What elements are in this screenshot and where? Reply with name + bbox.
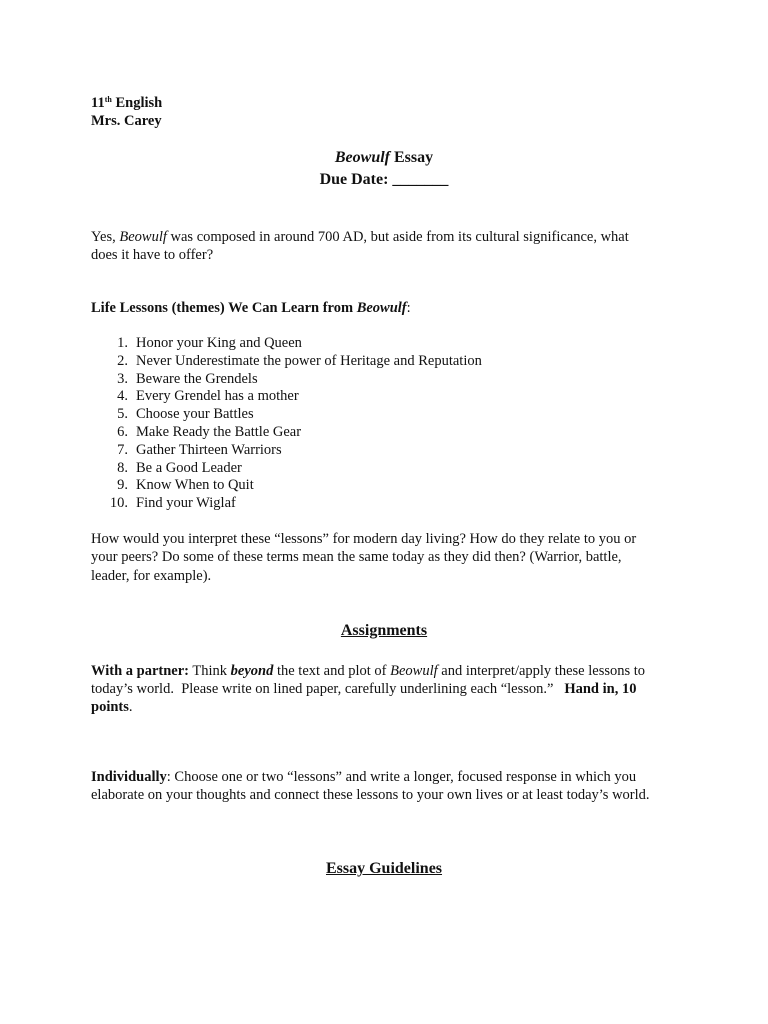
essay-guidelines-heading: Essay Guidelines — [325, 860, 443, 877]
list-item-number: 6. — [117, 424, 128, 440]
lessons-heading — [91, 299, 411, 317]
title-work: Beowulf — [334, 149, 390, 166]
list-item-number: 4. — [117, 388, 128, 405]
list-item-text: Every Grendel has a mother — [136, 388, 299, 405]
partner-t1: Think — [189, 663, 231, 679]
question-line-2: your peers? Do some of these terms mean the same today as they did then? (Warrior, battle, — [91, 549, 622, 565]
intro-work: Beowulf — [119, 229, 167, 245]
list-item — [0, 370, 768, 388]
partner-t2: the text and plot of — [273, 663, 391, 679]
partner-work: Beowulf — [390, 663, 438, 679]
list-item-text: Never Underestimate the power of Heritage and Reputation — [136, 352, 482, 369]
list-item — [0, 476, 768, 494]
partner-label: With a partner: — [91, 663, 190, 679]
question-line-3: leader, for example). — [91, 568, 212, 584]
subject-name: English — [115, 95, 163, 111]
list-item-number: 7. — [117, 441, 128, 458]
due-date: Due Date: _______ — [319, 171, 449, 188]
teacher-name: Mrs. Carey — [91, 113, 162, 129]
partner-line2-text: today’s world. Please write on lined paper, carefully underlining each “lesson.” — [91, 681, 565, 697]
partner-handin: Hand in, 10 — [564, 681, 637, 697]
assignments-heading: Assignments — [340, 622, 428, 639]
list-item-number: 2. — [117, 352, 128, 369]
list-item-text: Know When to Quit — [136, 477, 254, 494]
list-item — [0, 441, 768, 459]
title-word: Essay — [394, 149, 434, 166]
partner-line-3 — [91, 698, 133, 716]
essay-title — [0, 149, 768, 167]
partner-t3: and interpret/apply these lessons to — [437, 663, 646, 679]
list-item-text: Honor your King and Queen — [136, 335, 302, 351]
list-item-text: Find your Wiglaf — [136, 495, 236, 512]
list-item — [0, 387, 768, 405]
grade-number: 11 — [91, 95, 105, 111]
partner-line-1 — [91, 662, 645, 680]
intro-line1-rest: was composed in around 700 AD, but aside from its cultural significance, what — [166, 229, 629, 245]
list-item-text: Be a Good Leader — [136, 459, 242, 476]
list-item-text: Make Ready the Battle Gear — [136, 424, 302, 440]
list-item-number: 1. — [117, 335, 128, 351]
intro-prefix: Yes, — [91, 229, 120, 245]
list-item-number: 8. — [117, 459, 128, 476]
course-line — [91, 94, 162, 112]
list-item-number: 10. — [109, 495, 128, 512]
lessons-heading-colon: : — [406, 300, 411, 316]
intro-line-2: does it have to offer? — [91, 247, 214, 263]
individual-line-2: elaborate on your thoughts and connect these lessons to your own lives or at least today’s world. — [91, 787, 650, 803]
list-item — [0, 405, 768, 423]
lessons-heading-work: Beowulf — [356, 300, 407, 316]
list-item — [0, 494, 768, 512]
list-item-number: 9. — [117, 477, 128, 494]
individual-line1-rest: : Choose one or two “lessons” and write a longer, focused response in which you — [166, 769, 637, 785]
list-item-text: Choose your Battles — [136, 406, 254, 423]
list-item-number: 3. — [117, 370, 128, 387]
individual-line-1 — [91, 768, 636, 786]
partner-period: . — [128, 699, 133, 715]
partner-points: points — [91, 699, 129, 715]
individual-label: Individually — [91, 769, 167, 785]
list-item-number: 5. — [117, 406, 128, 423]
list-item — [0, 423, 768, 441]
list-item — [0, 352, 768, 370]
grade-suffix: th — [104, 95, 112, 104]
question-line-1: How would you interpret these “lessons” for modern day living? How do they relate to you or — [91, 531, 637, 547]
list-item — [0, 334, 768, 352]
partner-beyond: beyond — [230, 663, 274, 679]
list-item — [0, 459, 768, 477]
partner-line-2 — [91, 680, 636, 698]
list-item-text: Gather Thirteen Warriors — [136, 441, 282, 458]
intro-line-1 — [91, 228, 629, 246]
lessons-heading-text: Life Lessons (themes) We Can Learn from — [91, 300, 357, 316]
list-item-text: Beware the Grendels — [136, 370, 258, 387]
